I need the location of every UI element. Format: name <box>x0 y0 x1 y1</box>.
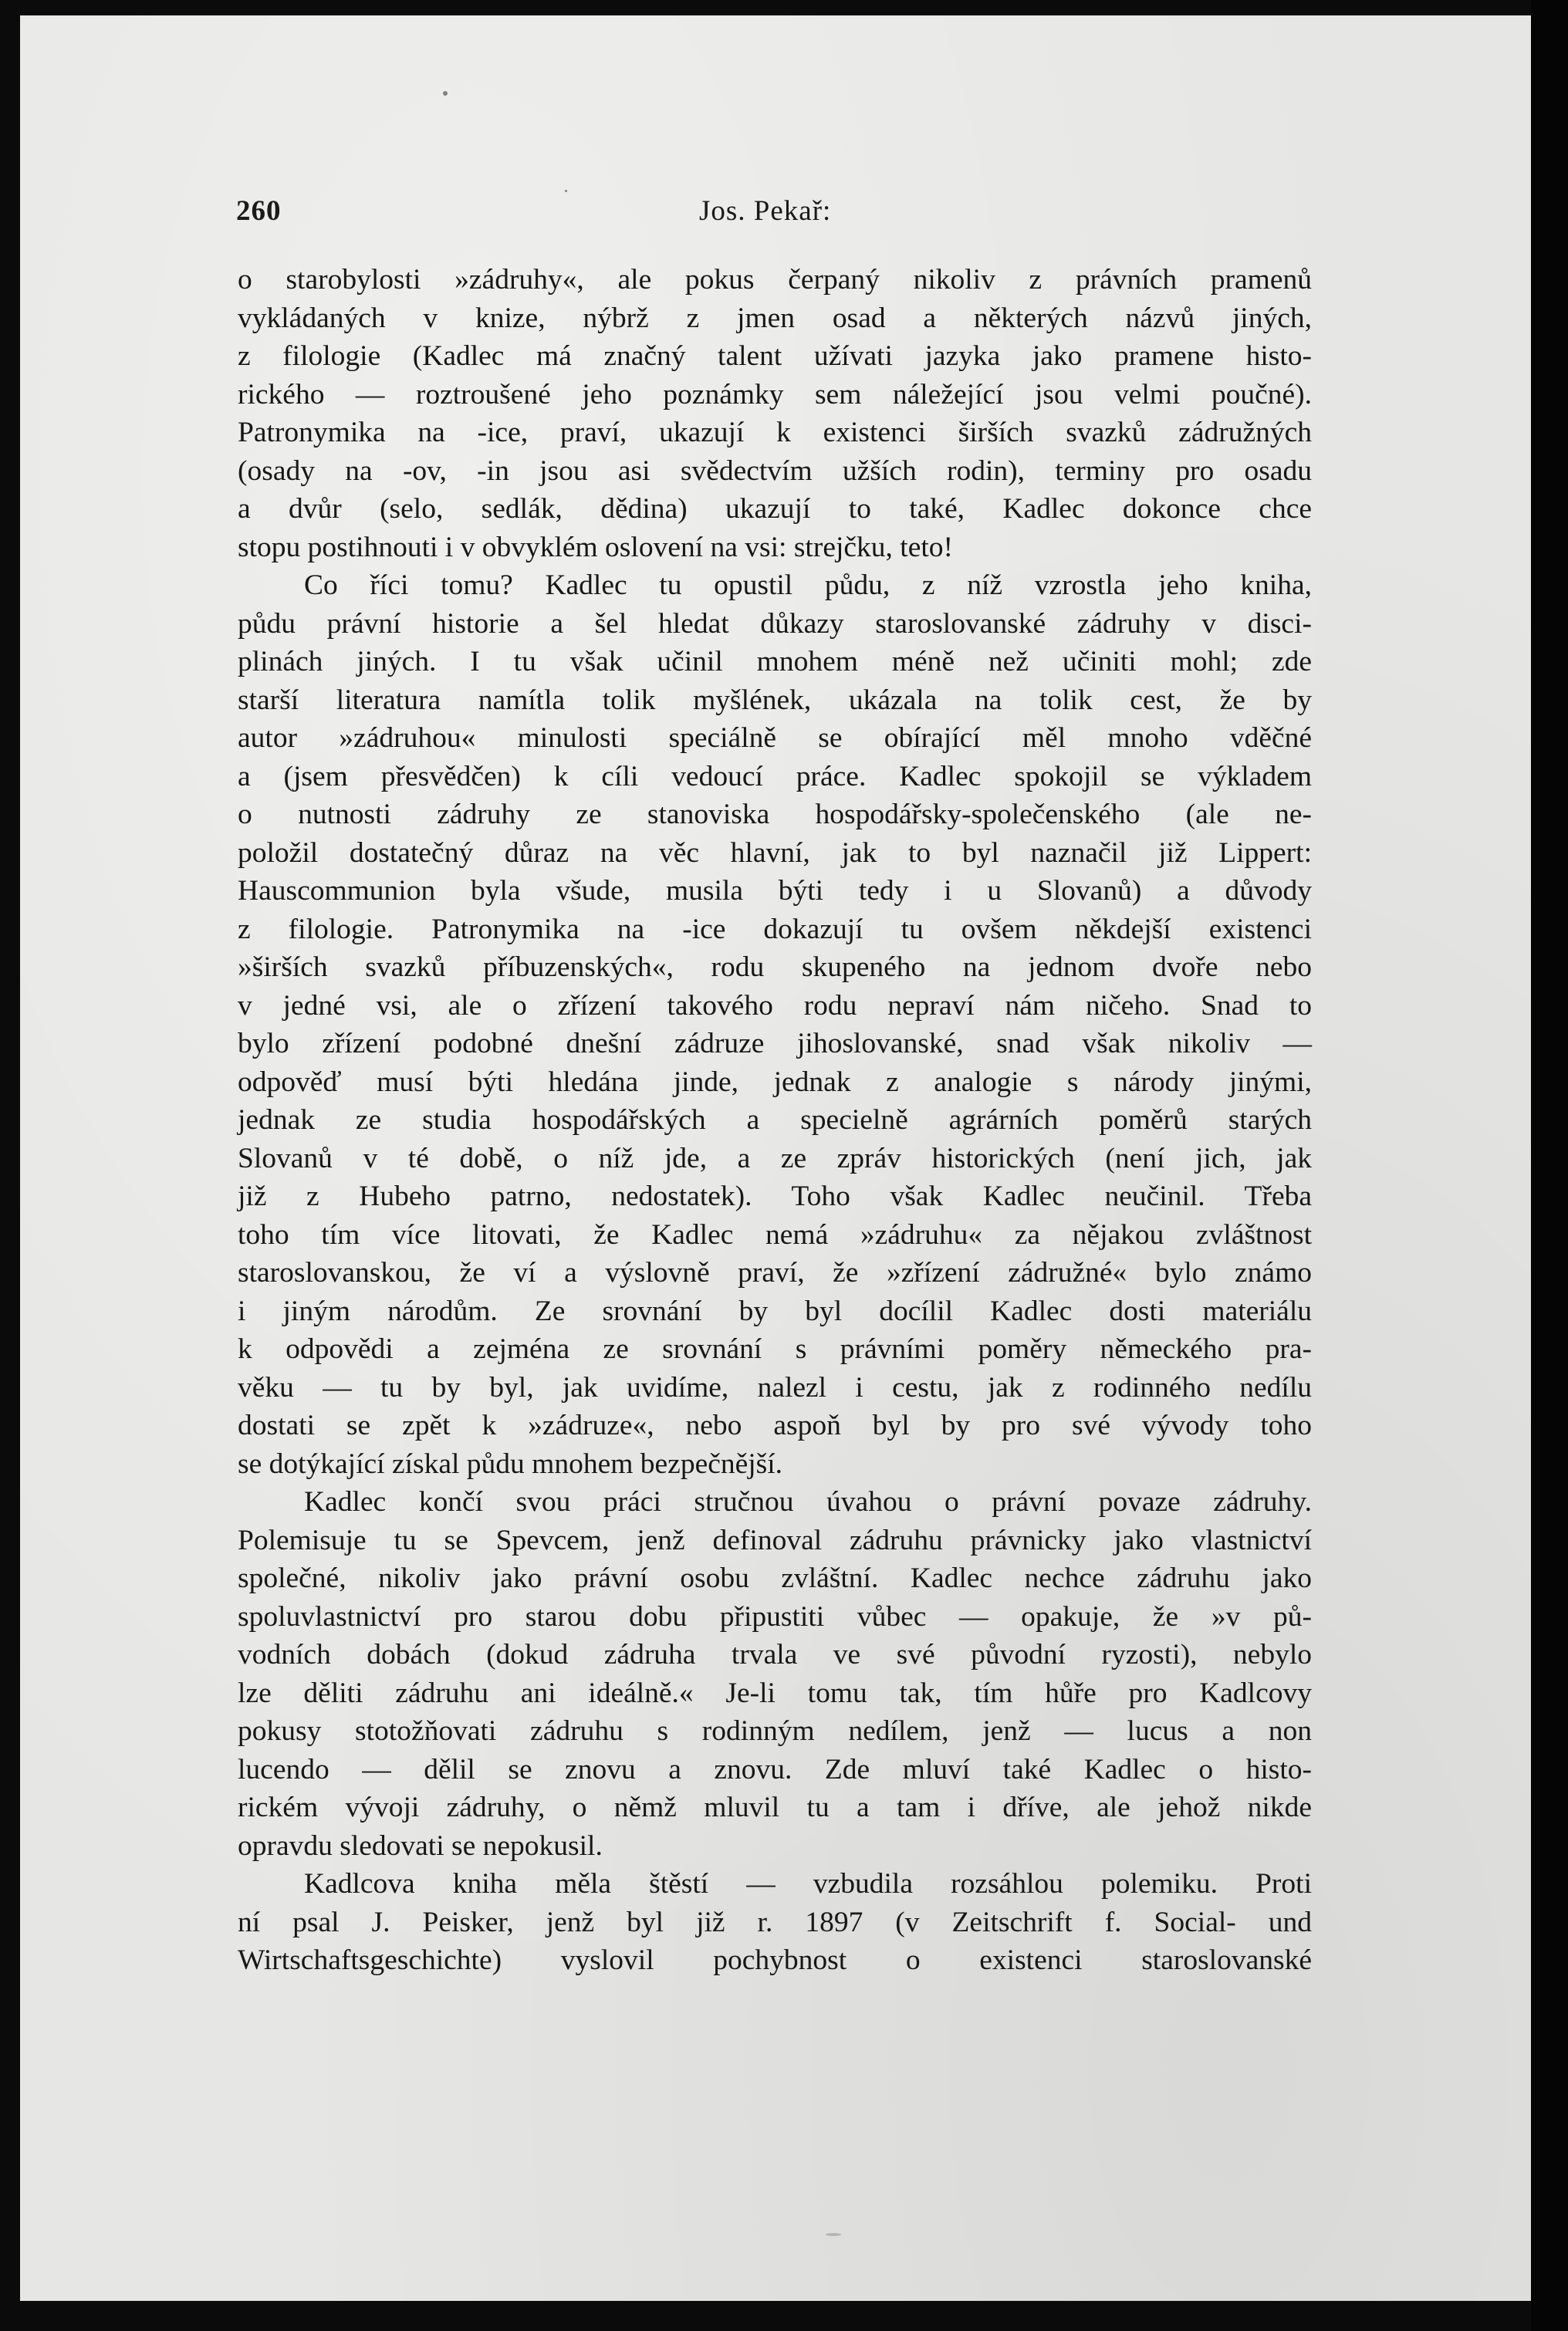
text-line: Patronymika na -ice, praví, ukazují k existenci širších svazků zádružných <box>238 417 1312 448</box>
text-line: z filologie. Patronymika na -ice dokazují tu ovšem někdejší existenci <box>238 913 1312 945</box>
text-line: autor »zádruhou« minulosti speciálně se obírající měl mnoho vděčné <box>238 722 1312 754</box>
text-line: ní psal J. Peisker, jenž byl již r. 1897 (v Zeitschrift f. Social- und <box>238 1906 1312 1938</box>
text-line: vodních dobách (dokud zádruha trvala ve své původní ryzosti), nebylo <box>238 1639 1312 1671</box>
text-line: »širších svazků příbuzenských«, rodu skupeného na jednom dvoře nebo <box>238 951 1312 983</box>
text-line: se dotýkající získal půdu mnohem bezpečnější. <box>238 1448 783 1480</box>
text-line: jednak ze studia hospodářských a specielně agrárních poměrů starých <box>238 1104 1312 1136</box>
text-line: vykládaných v knize, nýbrž z jmen osad a některých názvů jiných, <box>238 302 1312 334</box>
text-line: stopu postihnouti i v obvyklém oslovení na vsi: strejčku, teto! <box>238 531 954 563</box>
text-line: Slovanů v té době, o níž jde, a ze zpráv historických (není jich, jak <box>238 1142 1312 1174</box>
text-line: Kadlcova kniha měla štěstí — vzbudila rozsáhlou polemiku. Proti <box>304 1868 1312 1900</box>
text-line: i jiným národům. Ze srovnání by byl docílil Kadlec dosti materiálu <box>238 1295 1312 1327</box>
text-line: věku — tu by byl, jak uvidíme, nalezl i cestu, jak z rodinného nedílu <box>238 1371 1312 1404</box>
text-line: opravdu sledovati se nepokusil. <box>238 1829 603 1862</box>
text-line: o nutnosti zádruhy ze stanoviska hospodářsky-společenského (ale ne- <box>238 799 1312 830</box>
text-line: již z Hubeho patrno, nedostatek). Toho však Kadlec neučinil. Třeba <box>238 1181 1312 1212</box>
scan-edge-shadow <box>1531 0 1568 2331</box>
text-line: Polemisuje tu se Spevcem, jenž definoval zádruhu právnicky jako vlastnictví <box>238 1524 1312 1556</box>
text-line: staroslovanskou, že ví a výslovně praví, že »zřízení zádružné« bylo známo <box>238 1257 1312 1289</box>
text-line: plinách jiných. I tu však učinil mnohem méně než učiniti mohl; zde <box>238 646 1312 677</box>
text-line: rickém vývoji zádruhy, o němž mluvil tu a tam i dříve, ale jehož nikde <box>238 1792 1312 1823</box>
text-line: pokusy stotožňovati zádruhu s rodinným nedílem, jenž — lucus a non <box>238 1715 1312 1747</box>
print-speck <box>443 91 448 96</box>
text-line: toho tím více litovati, že Kadlec nemá »zádruhu« za nějakou zvláštnost <box>238 1218 1312 1251</box>
print-speck <box>826 2233 841 2236</box>
text-line: k odpovědi a zejména ze srovnání s právními poměry německého pra- <box>238 1333 1312 1365</box>
text-line: a dvůr (selo, sedlák, dědina) ukazují to také, Kadlec dokonce chce <box>238 493 1312 525</box>
text-line: Wirtschaftsgeschichte) vyslovil pochybnost o existenci staroslovanské <box>238 1944 1312 1976</box>
print-speck <box>565 190 567 192</box>
text-line: starší literatura namítla tolik myšlének, ukázala na tolik cest, že by <box>238 684 1312 716</box>
text-line: odpověď musí býti hledána jinde, jednak z analogie s národy jinými, <box>238 1066 1312 1098</box>
text-line: v jedné vsi, ale o zřízení takového rodu nepraví nám ničeho. Snad to <box>238 989 1312 1022</box>
text-line: Hauscommunion byla všude, musila býti tedy i u Slovanů) a důvody <box>238 875 1312 907</box>
text-line: (osady na -ov, -in jsou asi svědectvím užších rodin), terminy pro osadu <box>238 454 1312 487</box>
text-line: půdu právní historie a šel hledat důkazy staroslovanské zádruhy v disci- <box>238 607 1312 640</box>
text-line: z filologie (Kadlec má značný talent užívati jazyka jako pramene histo- <box>238 340 1312 372</box>
running-head <box>236 194 1316 241</box>
text-line: lucendo — dělil se znovu a znovu. Zde mluví také Kadlec o histo- <box>238 1753 1312 1785</box>
text-line: Co říci tomu? Kadlec tu opustil půdu, z níž vzrostla jeho kniha, <box>304 569 1312 601</box>
text-line: položil dostatečný důraz na věc hlavní, jak to byl naznačil již Lippert: <box>238 836 1312 869</box>
text-line: dostati se zpět k »zádruze«, nebo aspoň byl by pro své vývody toho <box>238 1410 1312 1441</box>
text-line: bylo zřízení podobné dnešní zádruze jihoslovanské, snad však nikoliv — <box>238 1028 1312 1059</box>
text-line: Kadlec končí svou práci stručnou úvahou o právní povaze zádruhy. <box>304 1486 1312 1518</box>
text-line: a (jsem přesvědčen) k cíli vedoucí práce. Kadlec spokojil se výkladem <box>238 760 1312 792</box>
author-heading: Jos. Pekař: <box>699 195 832 227</box>
text-line: spoluvlastnictví pro starou dobu připustiti vůbec — opakuje, že »v pů- <box>238 1600 1312 1633</box>
text-line: rického — roztroušené jeho poznámky sem náležející jsou velmi poučné). <box>238 378 1312 410</box>
text-line: lze děliti zádruhu ani ideálně.« Je-li tomu tak, tím hůře pro Kadlcovy <box>238 1677 1312 1709</box>
page-number: 260 <box>236 195 282 227</box>
text-line: o starobylosti »zádruhy«, ale pokus čerpaný nikoliv z právních pramenů <box>238 264 1312 296</box>
body-text <box>238 261 1312 1980</box>
text-line: společné, nikoliv jako právní osobu zvláštní. Kadlec nechce zádruhu jako <box>238 1562 1312 1594</box>
